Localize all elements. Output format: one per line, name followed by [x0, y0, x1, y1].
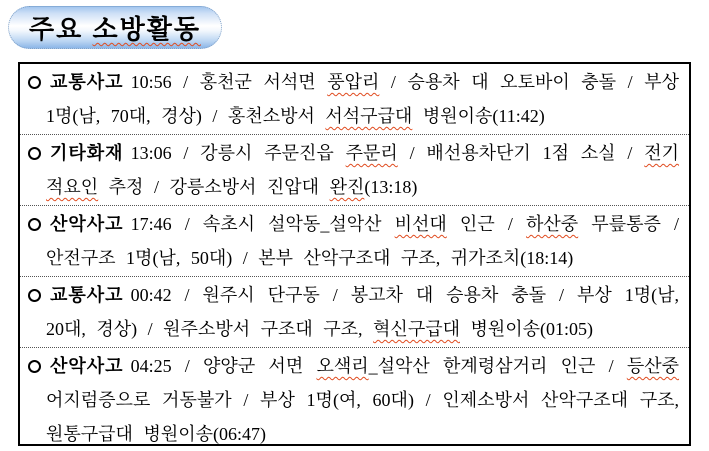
- text-segment: 어지럼증으로 거동불가 / 부상 1명(여, 60대) / 인제소방서 산악구조대 구조,: [46, 390, 679, 410]
- misspelled-word: 풍압리: [327, 72, 380, 92]
- text-segment: 병원이송(06:47): [132, 424, 266, 444]
- activity-time: 17:46: [130, 214, 172, 234]
- misspelled-word: 비선대: [394, 214, 447, 234]
- text-segment: / 승용차 대 오토바이 충돌 / 부상 1명(남, 70대, 경상) / 홍천소방서: [46, 72, 679, 126]
- activity-item-3: [20, 205, 689, 276]
- activity-category: 교통사고: [50, 285, 124, 305]
- activity-category: 산악사고: [50, 214, 124, 234]
- activity-category: 기타화재: [50, 143, 124, 163]
- misspelled-word: 오색리: [316, 356, 369, 376]
- misspelled-word: 소방활동: [92, 14, 201, 44]
- misspelled-word: 서석구급대: [325, 106, 413, 126]
- text-segment: / 양양군 서면: [171, 356, 317, 376]
- activity-text: [28, 65, 679, 133]
- activity-text: [28, 136, 679, 204]
- text-segment: / 원주시 단구동 / 봉고차 대 승용차 충돌 / 부상 1명(남, 20대, 경상) / 원주소방서 구조대 구조,: [46, 285, 679, 339]
- activity-item-1: [20, 64, 689, 134]
- misspelled-word: 혁신구급대: [373, 319, 460, 339]
- text-segment: / 속초시 설악동_설악산: [171, 214, 395, 234]
- misspelled-word: 완진: [329, 177, 365, 197]
- text-segment: (13:18): [364, 177, 418, 197]
- circle-bullet-icon: [28, 147, 41, 160]
- section-title-badge: [8, 6, 222, 49]
- activity-item-2: [20, 134, 689, 205]
- text-segment: 무릎통증 / 안전구조 1명(남, 50대) / 본부 산악구조대 구조, 귀가조치(18:14): [46, 214, 679, 268]
- text-segment: 병원이송(11:42): [412, 106, 545, 126]
- circle-bullet-icon: [28, 218, 41, 231]
- text-segment: 추정 / 강릉소방서 진압대: [98, 177, 330, 197]
- activity-item-5: [20, 347, 689, 446]
- circle-bullet-icon: [28, 76, 41, 89]
- activity-time: 04:25: [130, 356, 172, 376]
- activity-category: 교통사고: [50, 72, 124, 92]
- activity-category: 산악사고: [50, 356, 124, 376]
- text-segment: / 배선용차단기 1점 소실 /: [397, 143, 645, 163]
- activity-text: [28, 278, 679, 346]
- text-segment: / 강릉시 주문진읍: [171, 143, 346, 163]
- circle-bullet-icon: [28, 289, 41, 302]
- text-segment: / 홍천군 서석면: [171, 72, 328, 92]
- activity-item-4: [20, 276, 689, 347]
- misspelled-word: 주문리: [345, 143, 398, 163]
- activity-time: 10:56: [130, 72, 172, 92]
- text-segment: _설악산 한계령삼거리 인근 /: [368, 356, 627, 376]
- misspelled-word: 하산중: [526, 214, 579, 234]
- misspelled-word: 등산중: [626, 356, 679, 376]
- misspelled-word: 전기적요인: [46, 143, 680, 197]
- activity-time: 00:42: [130, 285, 172, 305]
- misspelled-word: 원통구급대: [46, 424, 133, 444]
- text-segment: 병원이송(01:05): [460, 319, 594, 339]
- activity-text: [28, 349, 679, 446]
- text-segment: 주요: [29, 14, 93, 44]
- activity-time: 13:06: [130, 143, 172, 163]
- activity-list: [18, 62, 691, 446]
- circle-bullet-icon: [28, 360, 41, 373]
- text-segment: 인근 /: [446, 214, 526, 234]
- activity-text: [28, 207, 679, 275]
- section-title: [29, 9, 201, 46]
